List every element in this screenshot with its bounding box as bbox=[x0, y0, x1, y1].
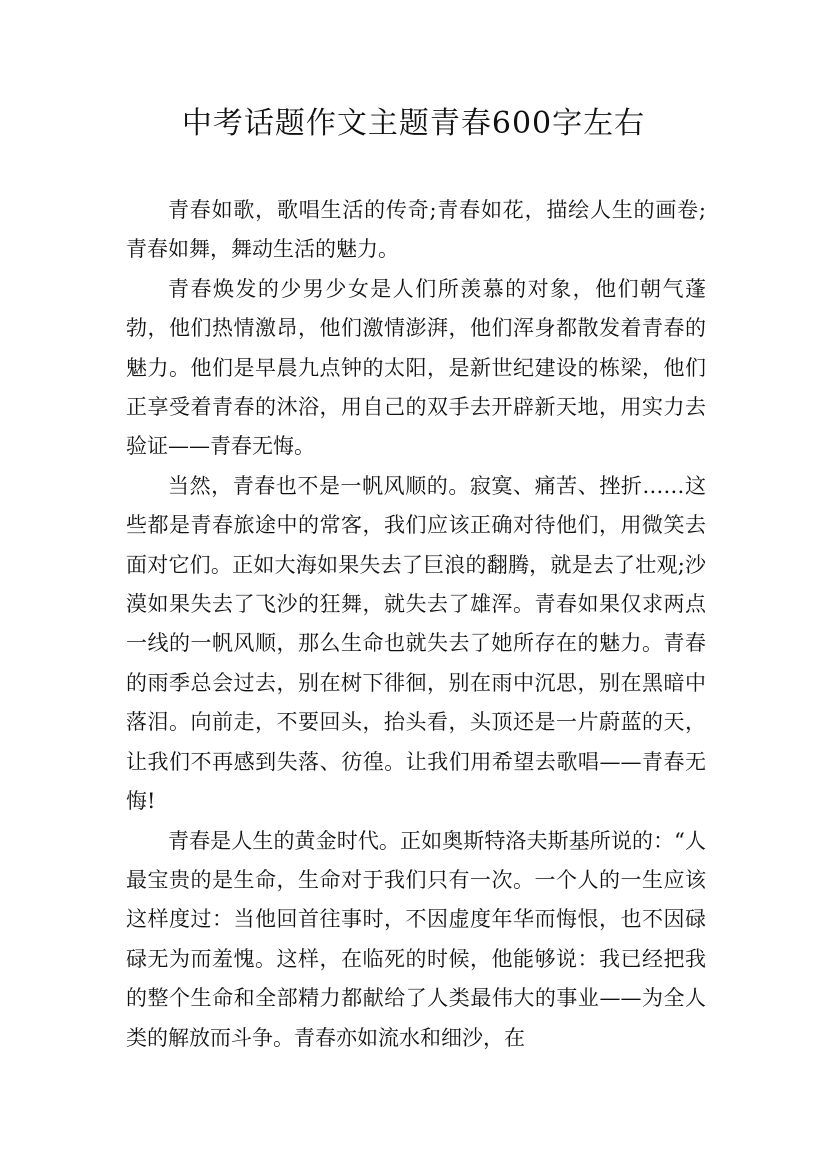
paragraph-3: 当然，青春也不是一帆风顺的。寂寞、痛苦、挫折……这些都是青春旅途中的常客，我们应该正确对待他们，用微笑去面对它们。正如大海如果失去了巨浪的翻腾，就是去了壮观;沙漠如果失去了飞沙的狂舞，就失去了雄浑。青春如果仅求两点一线的一帆风顺，那么生命也就失去了她所存在的魅力。青春的雨季总会过去，别在树下徘徊，别在雨中沉思，别在黑暗中落泪。向前走，不要回头，抬头看，头顶还是一片蔚蓝的天，让我们不再感到失落、彷徨。让我们用希望去歌唱——青春无悔! bbox=[126, 473, 706, 814]
paragraph-4: 青春是人生的黄金时代。正如奥斯特洛夫斯基所说的：“人最宝贵的是生命，生命对于我们只有一次。一个人的一生应该这样度过：当他回首往事时，不因虚度年华而悔恨，也不因碌碌无为而羞愧。这样，在临死的时候，他能够说：我已经把我的整个生命和全部精力都献给了人类最伟大的事业——为全人类的解放而斗争。青春亦如流水和细沙，在 bbox=[126, 828, 706, 1050]
paragraph-1: 青春如歌，歌唱生活的传奇;青春如花，描绘人生的画卷;青春如舞，舞动生活的魅力。 bbox=[126, 198, 706, 262]
paragraph-2: 青春焕发的少男少女是人们所羡慕的对象，他们朝气蓬勃，他们热情激昂，他们激情澎湃，他们浑身都散发着青春的魅力。他们是早晨九点钟的太阳，是新世纪建设的栋梁，他们正享受着青春的沐浴，用自己的双手去开辟新天地，用实力去验证——青春无悔。 bbox=[126, 276, 706, 459]
document-body bbox=[126, 191, 706, 1058]
document-title: 中考话题作文主题青春600字左右 bbox=[181, 106, 646, 141]
